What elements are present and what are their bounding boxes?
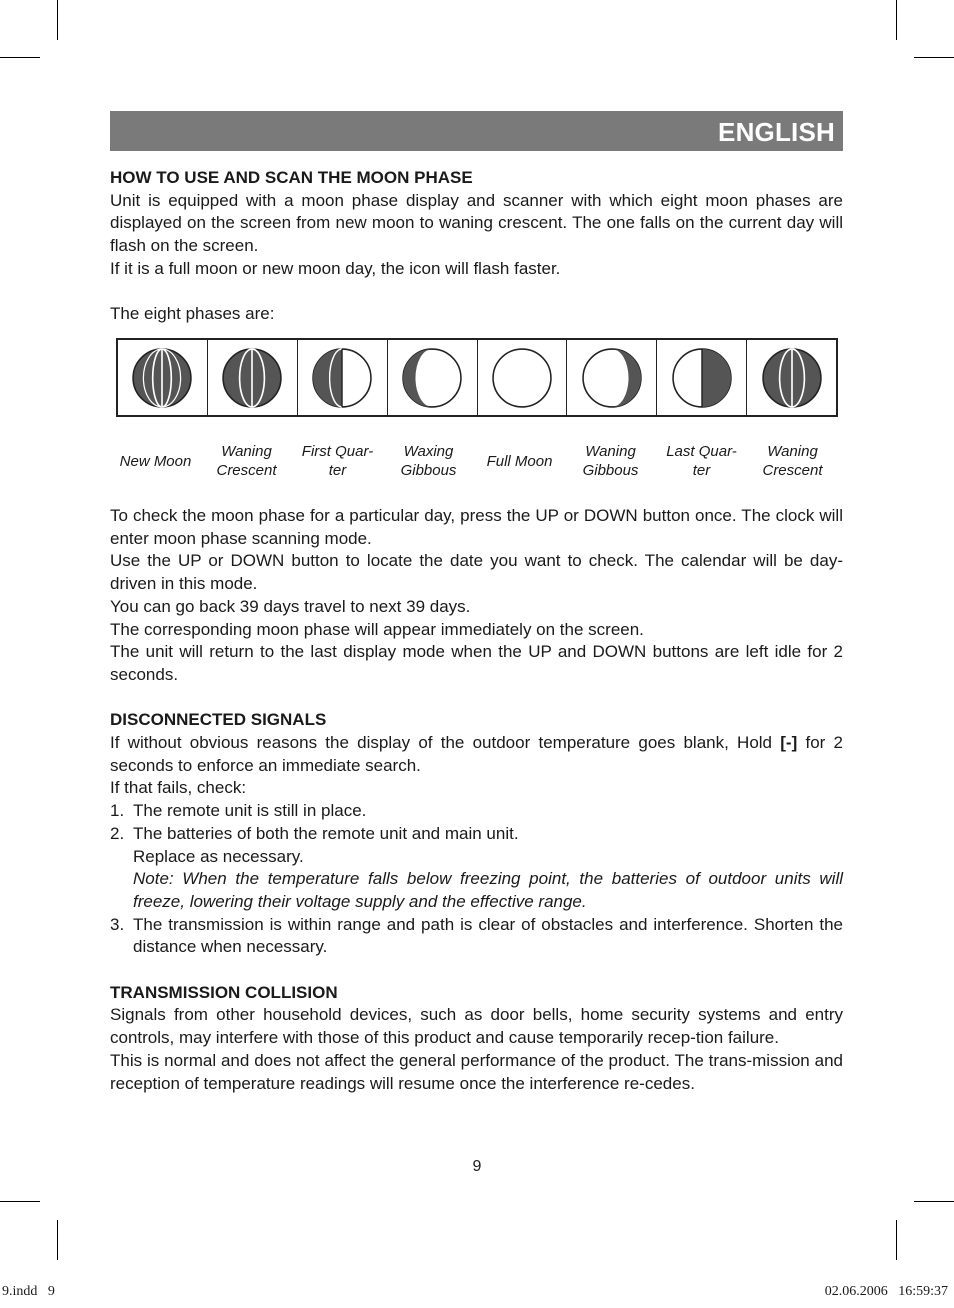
last-quarter-icon (671, 347, 733, 409)
moon-cell (747, 340, 836, 415)
new-moon-icon (131, 347, 193, 409)
print-slug-file: 9.indd 9 (2, 1284, 55, 1299)
waning-crescent-icon (221, 347, 283, 409)
phases-intro: The eight phases are: (110, 304, 275, 324)
crop-mark (914, 57, 954, 58)
page-content (110, 167, 843, 326)
crop-mark (896, 0, 897, 40)
phase-label: Waning Crescent (762, 443, 823, 479)
check-list (110, 800, 843, 959)
phase-label: Full Moon (486, 452, 553, 470)
section-title-moon: HOW TO USE AND SCAN THE MOON PHASE (110, 168, 473, 187)
check-paragraph: The corresponding moon phase will appear immediately on the screen. (110, 619, 644, 639)
section-title-collision: TRANSMISSION COLLISION (110, 982, 338, 1002)
disconnected-intro: If without obvious reasons the display of the outdoor temperature goes blank, Hold [-] for 2 seconds to enforce an immediate search. (110, 733, 843, 775)
list-item: 3. The transmission is within range and path is clear of obstacles and interference. Shorten the distance when necessary. (110, 914, 843, 957)
moon-cell (567, 340, 657, 415)
moon-cell (657, 340, 747, 415)
crop-mark (57, 1220, 58, 1260)
check-paragraph: Use the UP or DOWN button to locate the date you want to check. The calendar will be day-driven in this mode. (110, 551, 843, 594)
crop-mark (0, 1201, 40, 1202)
phase-label: Waning Gibbous (582, 443, 639, 479)
phase-label: Waxing Gibbous (400, 443, 457, 479)
crop-mark (0, 57, 40, 58)
moon-phase-table (116, 338, 838, 417)
moon-cell (478, 340, 568, 415)
crop-mark (914, 1201, 954, 1202)
moon-cell (118, 340, 208, 415)
check-intro: If that fails, check: (110, 778, 247, 798)
waxing-gibbous-icon (401, 347, 463, 409)
section-title-disconnected: DISCONNECTED SIGNALS (110, 710, 327, 730)
page-number: 9 (472, 1158, 482, 1175)
waning-crescent-icon (761, 347, 823, 409)
moon-cell (298, 340, 388, 415)
phase-label: New Moon (119, 452, 192, 470)
phase-label: First Quar-ter (301, 443, 374, 479)
moon-cell (388, 340, 478, 415)
collision-paragraph: This is normal and does not affect the general performance of the product. The trans-mission and reception of temperature readings will resume once the interference re-cedes. (110, 1050, 843, 1093)
check-paragraph: You can go back 39 days travel to next 39 days. (110, 596, 471, 616)
language-header: ENGLISH (110, 111, 843, 151)
crop-mark (57, 0, 58, 40)
page-content-lower (110, 505, 843, 1095)
moon-phase-labels (110, 442, 838, 480)
print-slug-date: 02.06.2006 16:59:37 (824, 1284, 948, 1299)
freeze-note: Note: When the temperature falls below freezing point, the batteries of outdoor units will freeze, lowering their voltage supply and the effective range. (133, 869, 843, 911)
list-item: 1. The remote unit is still in place. (110, 801, 367, 821)
collision-paragraph: Signals from other household devices, such as door bells, home security systems and entry controls, may interfere with those of this product and cause temporarily recep-tion failure. (110, 1005, 843, 1048)
full-moon-icon (491, 347, 553, 409)
crop-mark (896, 1220, 897, 1260)
list-item: 2. The batteries of both the remote unit and main unit. Replace as necessary. Note: When the temperature falls below freezing point, the batteries of outdoor units will freeze, lowering their voltage supply and the effective range. (110, 823, 843, 911)
minus-key-label: [-] (780, 733, 798, 753)
check-paragraph: To check the moon phase for a particular day, press the UP or DOWN button once. The clock will enter moon phase scanning mode. (110, 506, 843, 548)
moon-paragraph: Unit is equipped with a moon phase display and scanner with which eight moon phases are displayed on the screen from new moon to waning crescent. The one falls on the current day will flash on the screen. (110, 190, 843, 256)
check-paragraph: The unit will return to the last display mode when the UP and DOWN buttons are left idle for 2 seconds. (110, 642, 843, 684)
first-quarter-icon (311, 347, 373, 409)
phase-label: Last Quar-ter (666, 443, 737, 479)
moon-paragraph: If it is a full moon or new moon day, the icon will flash faster. (110, 258, 561, 278)
phase-label: Waning Crescent (216, 443, 277, 479)
moon-cell (208, 340, 298, 415)
waning-gibbous-icon (581, 347, 643, 409)
